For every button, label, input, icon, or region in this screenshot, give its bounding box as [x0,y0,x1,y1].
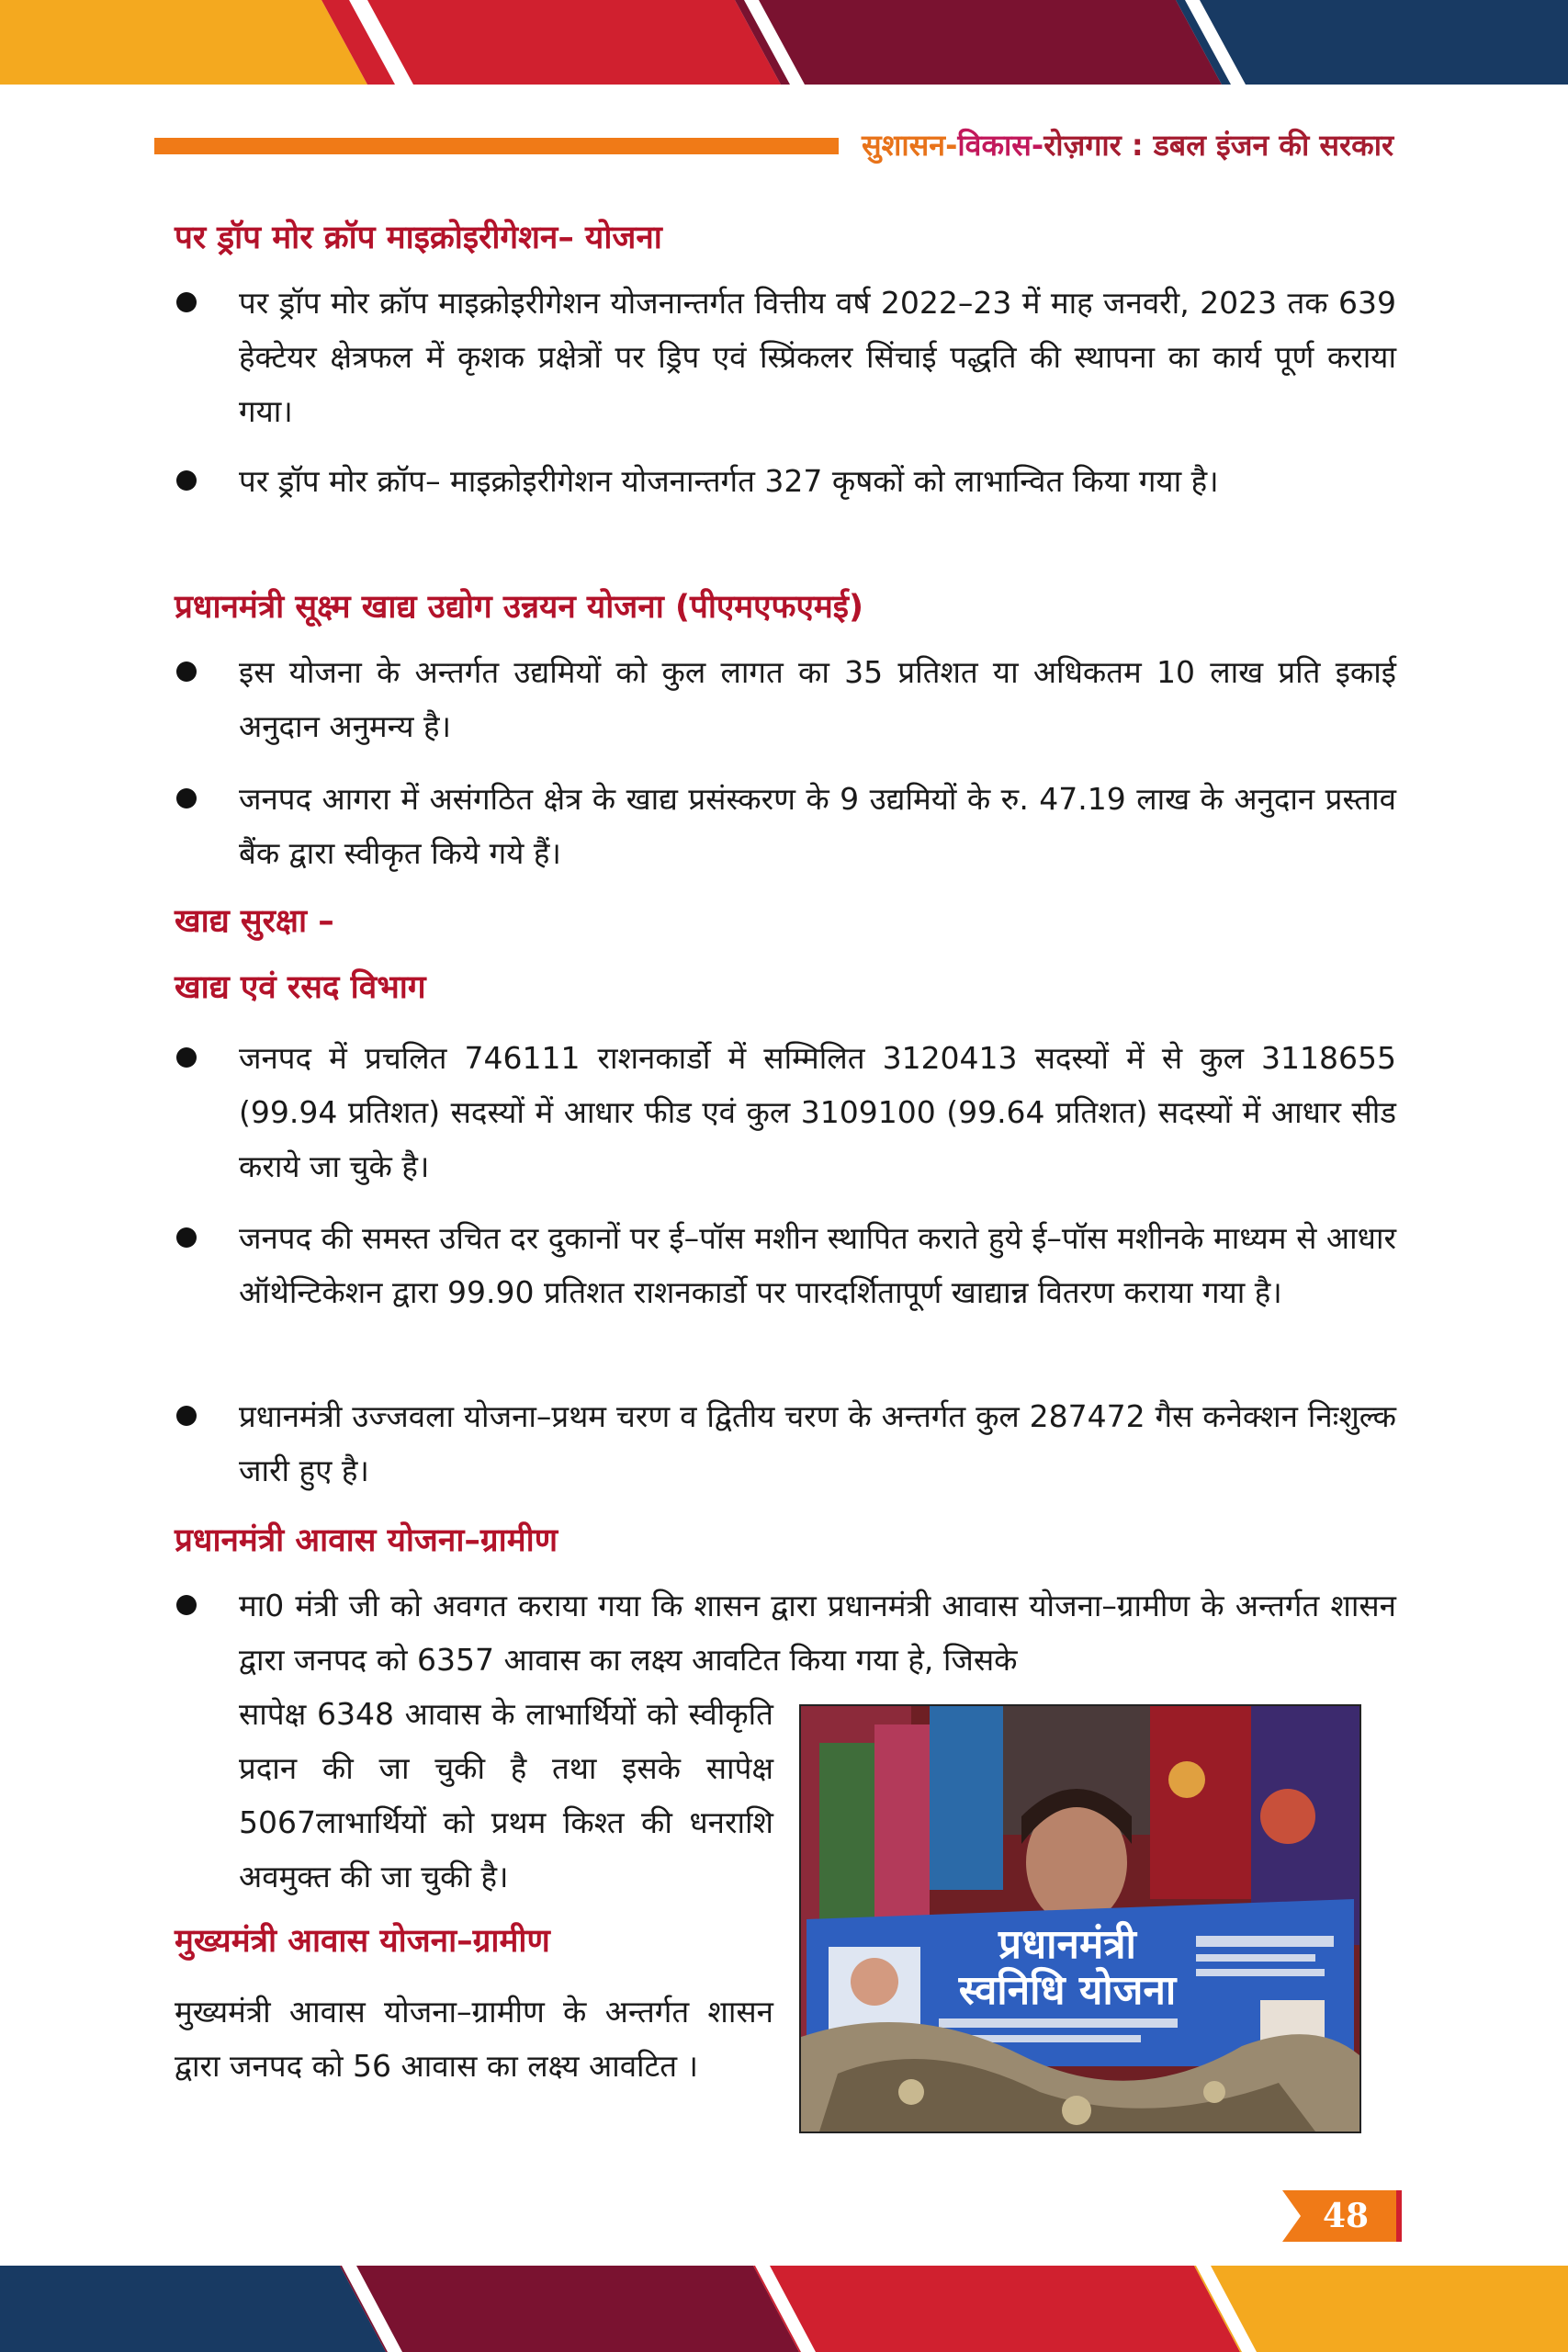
bullet-text: जनपद आगरा में असंगठित क्षेत्र के खाद्य प्रसंस्करण के 9 उद्यमियों के रु. 47.19 लाख के अनुदान प्रस्ताव बैंक द्वारा स्वीकृत किये गये हैं। [239,781,1396,871]
section-subheading-food-supply: खाद्य एवं रसद विभाग [175,969,426,1006]
poster-title-line-1: प्रधानमंत्री [998,1921,1136,1968]
bullet-text: जनपद में प्रचलित 746111 राशनकार्डो में सम्मिलित 3120413 सदस्यों में से कुल 3118655 (99.94 प्रतिशत) सदस्यों में आधार फीड एवं कुल 3109100 (99.64 प्रतिशत) सदस्यों में आधार सीड कराये जा चुके है। [239,1040,1396,1184]
bullet-item [175,1389,1396,1498]
cm-awas-text: मुख्यमंत्री आवास योजना–ग्रामीण के अन्तर्गत शासन द्वारा जनपद को 56 आवास का लक्ष्य आवटित । [175,1994,773,2084]
bullet-dot-icon [176,1406,197,1426]
bullet-item [175,276,1396,438]
bullet-dot-icon [176,1047,197,1068]
poster-title-line-2: स्वनिधि योजना [958,1967,1177,2014]
bullet-dot-icon [176,292,197,312]
bullet-item [175,1211,1396,1319]
section-heading-pmfme: प्रधानमंत्री सूक्ष्म खाद्य उद्योग उन्नयन योजना (पीएमएफएमई) [175,589,863,626]
bullet-item [175,454,1396,508]
bullet-text: प्रधानमंत्री उज्जवला योजना–प्रथम चरण व द्वितीय चरण के अन्तर्गत कुल 287472 गैस कनेक्शन निःशुल्क जारी हुए है। [239,1398,1396,1488]
bullet-dot-icon [176,470,197,491]
pmay-continuation-text: सापेक्ष 6348 आवास के लाभार्थियों को स्वीकृति प्रदान की जा चुकी है तथा इसके सापेक्ष 5067लाभार्थियों को प्रथम किश्त की धनराशि अवमुक्त की जा चुकी है। [239,1696,773,1894]
bullet-dot-icon [176,1595,197,1615]
beneficiary-photo [799,1704,1361,2133]
bullet-item [175,772,1396,880]
bullet-dot-icon [176,788,197,808]
section-heading-food-security: खाद्य सुरक्षा – [175,903,334,940]
bullet-dot-icon [176,662,197,682]
running-header [862,125,1413,164]
header-orange-rule [154,138,839,154]
header-part-2: विकास- [957,128,1044,163]
bullet-item [175,645,1396,753]
top-decorative-band [0,0,1568,85]
header-part-1: सुशासन- [862,128,958,163]
section-heading-cm-awas: मुख्यमंत्री आवास योजना–ग्रामीण [175,1923,550,1960]
bullet-text: पर ड्रॉप मोर क्रॉप माइक्रोइरीगेशन योजनान्तर्गत वित्तीय वर्ष 2022–23 में माह जनवरी, 2023 तक 639 हेक्टेयर क्षेत्रफल में कृशक प्रक्षेत्रों पर ड्रिप एवं स्प्रिंकलर सिंचाई पद्धति की स्थापना का कार्य पूर्ण कराया गया। [239,285,1396,429]
bullet-dot-icon [176,1227,197,1248]
bullet-text: इस योजना के अन्तर्गत उद्यमियों को कुल लागत का 35 प्रतिशत या अधिकतम 10 लाख प्रति इकाई अनुदान अनुमन्य है। [239,654,1396,744]
bullet-text: मा0 मंत्री जी को अवगत कराया गया कि शासन द्वारा प्रधानमंत्री आवास योजना–ग्रामीण के अन्तर्गत शासन द्वारा जनपद को 6357 आवास का लक्ष्य आवटित किया गया हे, जिसके [239,1588,1396,1678]
bullet-item [175,1578,1396,1687]
bottom-decorative-band [0,2266,1568,2352]
bullet-text: जनपद की समस्त उचित दर दुकानों पर ई–पॉस मशीन स्थापित कराते हुये ई–पॉस मशीनके माध्यम से आधार ऑथेन्टिकेशन द्वारा 99.90 प्रतिशत राशनकार्डो पर पारदर्शितापूर्ण खाद्यान्न वितरण कराया गया है। [239,1220,1396,1310]
page-number: 48 [1322,2197,1370,2235]
bullet-item [175,1031,1396,1193]
header-part-3: रोज़गार : डबल इंजन की सरकार [1043,128,1394,163]
bullet-text: पर ड्रॉप मोर क्रॉप– माइक्रोइरीगेशन योजनान्तर्गत 327 कृषकों को लाभान्वित किया गया है। [239,463,1219,499]
section-heading-pmay-g: प्रधानमंत्री आवास योजना–ग्रामीण [175,1522,558,1559]
section-heading-per-drop: पर ड्रॉप मोर क्रॉप माइक्रोइरीगेशन– योजना [175,220,662,256]
